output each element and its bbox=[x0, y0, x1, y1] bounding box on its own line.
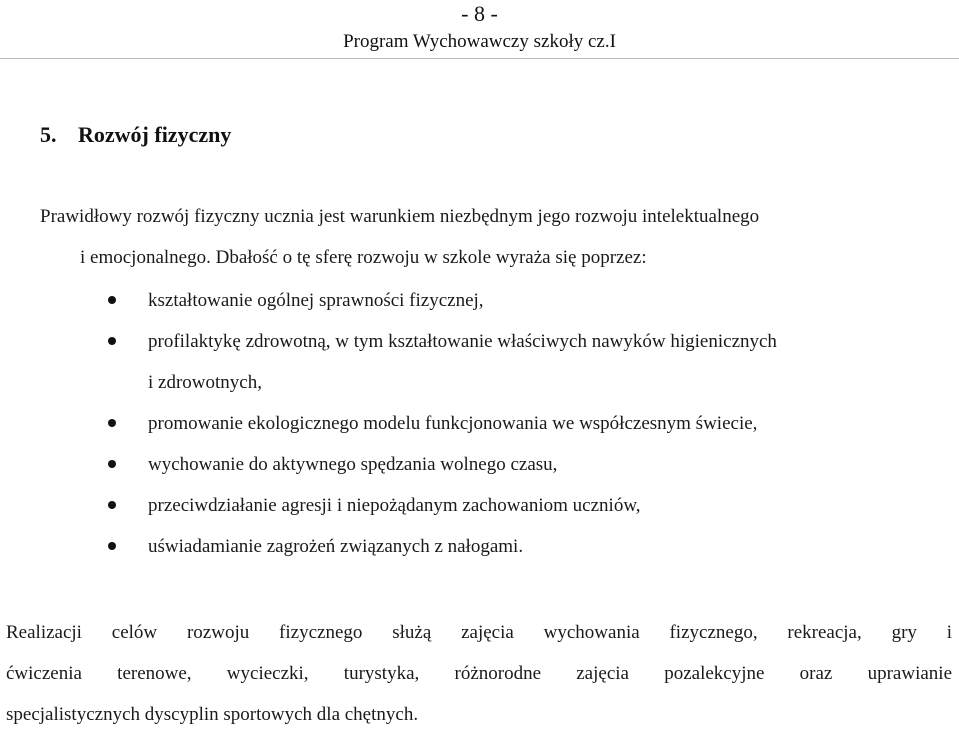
bullet-list bbox=[0, 280, 777, 567]
intro-line: i emocjonalnego. Dbałość o tę sferę rozwoju w szkole wyraża się poprzez: bbox=[80, 247, 647, 268]
running-header: Program Wychowawczy szkoły cz.I bbox=[343, 31, 616, 52]
page-number: - 8 - bbox=[461, 1, 498, 26]
closing-line: specjalistycznych dyscyplin sportowych dla chętnych. bbox=[6, 704, 419, 725]
section-number: 5. bbox=[40, 122, 57, 147]
bullet-icon bbox=[108, 419, 116, 427]
list-item-text: profilaktykę zdrowotną, w tym kształtowanie właściwych nawyków higienicznych bbox=[148, 331, 777, 352]
list-item-text: kształtowanie ogólnej sprawności fizycznej, bbox=[148, 290, 484, 311]
closing-paragraph bbox=[6, 612, 952, 735]
list-item-text: uświadamianie zagrożeń związanych z nałogami. bbox=[148, 536, 524, 557]
intro-line: Prawidłowy rozwój fizyczny ucznia jest warunkiem niezbędnym jego rozwoju intelektualnego bbox=[40, 206, 760, 227]
closing-line: ćwiczenia terenowe, wycieczki, turystyka, różnorodne zajęcia pozalekcyjne oraz uprawianie bbox=[6, 663, 952, 684]
bullet-icon bbox=[108, 296, 116, 304]
section-title: Rozwój fizyczny bbox=[78, 122, 232, 147]
list-item-text: przeciwdziałanie agresji i niepożądanym zachowaniom uczniów, bbox=[148, 495, 641, 516]
list-item bbox=[0, 403, 777, 444]
list-item bbox=[0, 485, 777, 526]
list-item bbox=[0, 526, 777, 567]
list-item bbox=[0, 321, 777, 403]
bullet-icon bbox=[108, 337, 116, 345]
header-rule bbox=[0, 58, 959, 59]
list-item-continuation: i zdrowotnych, bbox=[148, 372, 262, 393]
list-item bbox=[0, 280, 777, 321]
bullet-icon bbox=[108, 542, 116, 550]
intro-paragraph bbox=[40, 196, 955, 278]
list-item bbox=[0, 444, 777, 485]
list-item-text: wychowanie do aktywnego spędzania wolnego czasu, bbox=[148, 454, 558, 475]
bullet-icon bbox=[108, 460, 116, 468]
list-item-text: promowanie ekologicznego modelu funkcjonowania we współczesnym świecie, bbox=[148, 413, 758, 434]
section-heading bbox=[40, 121, 231, 149]
bullet-icon bbox=[108, 501, 116, 509]
closing-line: Realizacji celów rozwoju fizycznego służą zajęcia wychowania fizycznego, rekreacja, gry i bbox=[6, 622, 952, 643]
